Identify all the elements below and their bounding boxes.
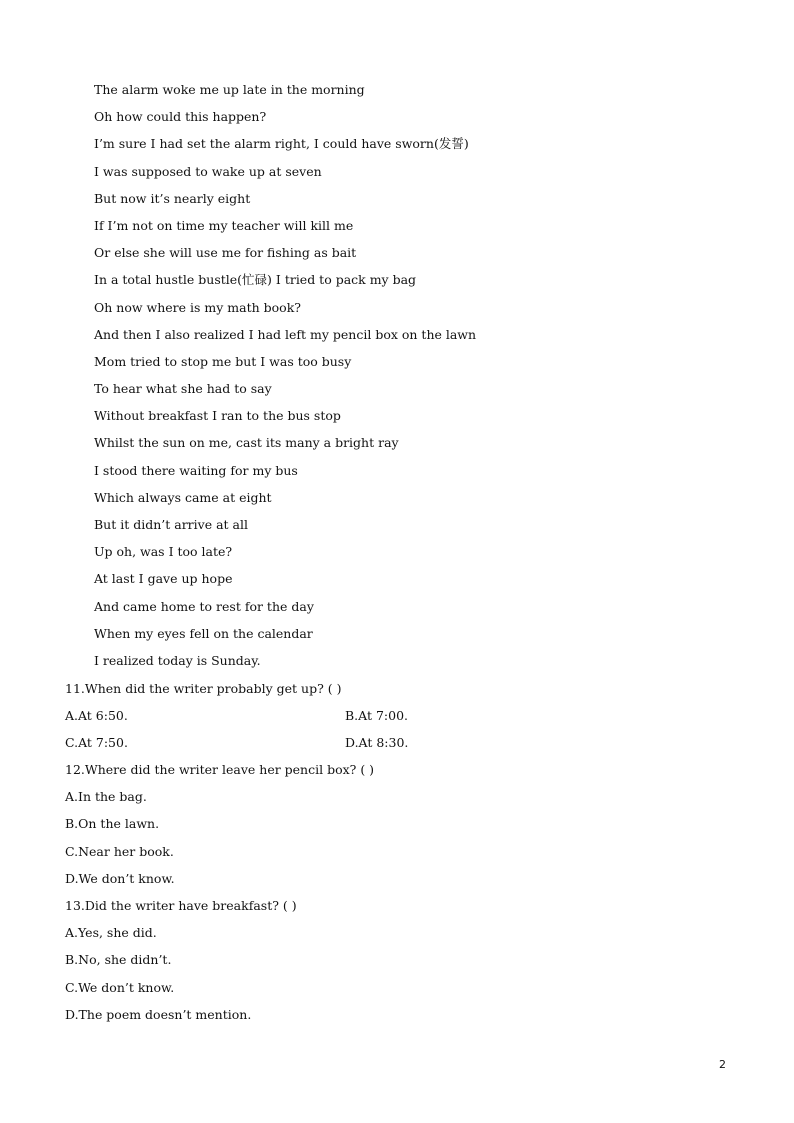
poem-line: And came home to rest for the day [94, 598, 314, 614]
question-13-option-a: A.Yes, she did. [65, 925, 157, 941]
question-11-option-a: A.At 6:50. [65, 707, 128, 723]
poem-line: Mom tried to stop me but I was too busy [94, 353, 352, 369]
question-11-option-c: C.At 7:50. [65, 734, 128, 750]
question-13-stem: 13.Did the writer have breakfast? ( ) [65, 898, 297, 913]
poem-line: But now it’s nearly eight [94, 190, 251, 206]
question-11-options-row-1 [65, 706, 745, 733]
question-11-stem: 11.When did the writer probably get up? ( ) [65, 680, 342, 696]
poem-line: To hear what she had to say [94, 381, 272, 397]
question-11-options-row-2 [65, 733, 745, 760]
question-13-option-c: C.We don’t know. [65, 979, 175, 995]
question-12-option-d: D.We don’t know. [65, 870, 175, 886]
poem-line: Which always came at eight [94, 489, 272, 505]
poem-line: And then I also realized I had left my pencil box on the lawn [94, 326, 477, 342]
poem-line: Up oh, was I too late? [94, 544, 233, 560]
page-number: 2 [719, 1058, 726, 1071]
poem-line: If I’m not on time my teacher will kill me [94, 217, 354, 233]
question-13-option-d: D.The poem doesn’t mention. [65, 1006, 252, 1022]
question-12-stem: 12.Where did the writer leave her pencil box? ( ) [65, 762, 375, 778]
poem-line: I was supposed to wake up at seven [94, 163, 322, 179]
poem-line: In a total hustle bustle(忙碌) I tried to pack my bag [94, 272, 417, 288]
poem-line: Oh now where is my math book? [94, 299, 301, 315]
poem-line: I’m sure I had set the alarm right, I could have sworn(发誓) [94, 136, 469, 152]
poem-line: But it didn’t arrive at all [94, 517, 248, 532]
poem [94, 80, 734, 678]
poem-line: I stood there waiting for my bus [94, 462, 298, 478]
question-12-option-c: C.Near her book. [65, 843, 174, 859]
poem-line: Or else she will use me for fishing as bait [94, 245, 357, 261]
poem-line: Oh how could this happen? [94, 109, 267, 125]
question-13-option-b: B.No, she didn’t. [65, 952, 172, 968]
question-12-option-a: A.In the bag. [65, 789, 147, 805]
question-11-option-d: D.At 8:30. [345, 734, 409, 750]
poem-line: At last I gave up hope [94, 571, 233, 587]
poem-line: The alarm woke me up late in the morning [94, 82, 365, 97]
poem-line: When my eyes fell on the calendar [94, 625, 313, 641]
poem-line: I realized today is Sunday. [94, 652, 261, 668]
question-11-option-b: B.At 7:00. [345, 707, 409, 723]
question-12-option-b: B.On the lawn. [65, 816, 160, 832]
questions-section [65, 679, 745, 1032]
poem-line: Whilst the sun on me, cast its many a bright ray [94, 435, 399, 451]
poem-line: Without breakfast I ran to the bus stop [94, 408, 341, 424]
